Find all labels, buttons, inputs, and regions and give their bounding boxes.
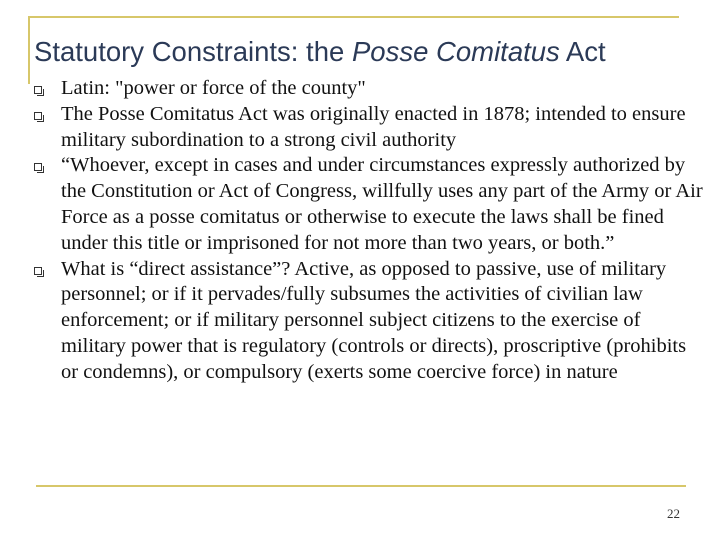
bullet-item bbox=[34, 76, 704, 102]
title-prefix: Statutory Constraints: the bbox=[34, 36, 352, 67]
bullet-item bbox=[34, 257, 704, 386]
slide-title bbox=[34, 30, 694, 73]
bullet-text: “Whoever, except in cases and under circumstances expressly authorized by the Constitution or Act of Congress, willfully uses any part of the Army or Air Force as a posse comitatus or otherwise to execute the laws shall be fined under this title or imprisoned for not more than two years, or both.” bbox=[61, 154, 703, 254]
bullet-text: The Posse Comitatus Act was originally enacted in 1878; intended to ensure military subordination to a strong civil authority bbox=[61, 102, 686, 151]
square-bullet-icon bbox=[34, 112, 42, 120]
bottom-rule bbox=[36, 485, 686, 487]
bullet-item bbox=[34, 153, 704, 256]
slide-number: 22 bbox=[667, 506, 680, 521]
left-rule bbox=[28, 16, 30, 84]
title-italic: Posse Comitatus bbox=[351, 36, 560, 67]
title-suffix: Act bbox=[559, 36, 606, 67]
square-bullet-icon bbox=[34, 86, 42, 94]
bullet-list bbox=[34, 76, 704, 386]
bullet-text: What is “direct assistance”? Active, as opposed to passive, use of military personnel; or if it pervades/fully subsumes the activities of civilian law enforcement; or if military personnel subject citizens to the exercise of military power that is regulatory (controls or directs), proscriptive (prohibits or condemns), or compulsory (exerts some coercive force) in nature bbox=[61, 257, 687, 383]
bullet-item bbox=[34, 102, 704, 154]
bullet-text: Latin: "power or force of the county" bbox=[61, 77, 366, 99]
top-rule bbox=[28, 16, 679, 18]
square-bullet-icon bbox=[34, 267, 42, 275]
square-bullet-icon bbox=[34, 163, 42, 171]
